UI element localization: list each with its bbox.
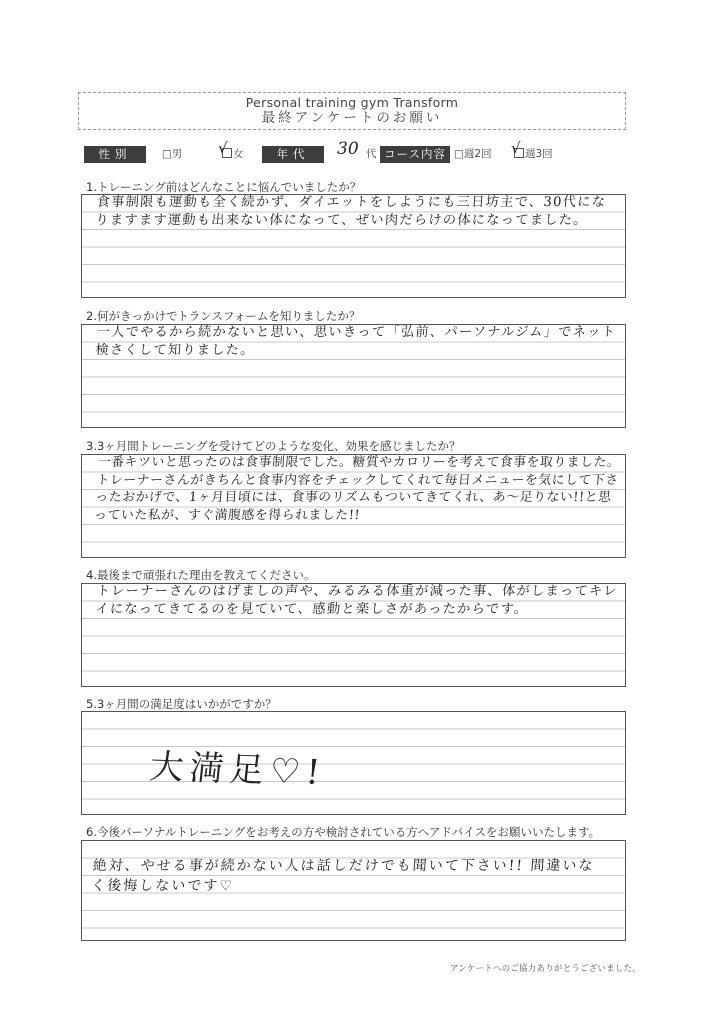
question-1: 1.トレーニング前はどんなことに悩んでいましたか？ xyxy=(86,180,362,194)
answer-box-6 xyxy=(81,840,626,941)
question-6: 6.今後パーソナルトレーニングをお考えの方や検討されている方へアドバイスをお願いいたします。 xyxy=(86,825,601,839)
question-4: 4.最後まで頑張れた理由を教えてください。 xyxy=(86,568,316,582)
survey-title: 最終アンケートのお願い xyxy=(261,110,443,126)
course-twice-option: □週2回 xyxy=(454,148,492,160)
question-5: 5.3ヶ月間の満足度はいかがですか？ xyxy=(86,697,277,711)
gym-title: Personal training gym Transform xyxy=(245,95,459,110)
answer-2: 一人でやるから続かないと思い、思いきって「弘前、パーソナルジム」でネット検さくして知りました。 xyxy=(94,325,617,358)
female-label: 女 xyxy=(233,148,244,160)
answer-box-4 xyxy=(81,583,626,687)
answer-box-5 xyxy=(81,711,626,815)
answer-box-1 xyxy=(81,194,626,298)
footer-thanks: アンケートへのご協力ありがとうございました。 xyxy=(450,964,641,974)
answer-5: 大満足♡! xyxy=(147,746,328,794)
course-label: コース内容 xyxy=(380,146,450,163)
age-unit: 代 xyxy=(366,148,377,160)
gender-label: 性別 xyxy=(84,146,146,163)
answer-1: 食事制限も運動も全く続かず、ダイエットをしようにも三日坊主で、30代になりますます運動も出来ない体になって、ぜい肉だらけの体になってました。 xyxy=(94,195,607,228)
answer-box-2 xyxy=(81,324,626,428)
male-option: □男 xyxy=(162,148,183,160)
age-value: 30 xyxy=(337,139,359,159)
course-thrice-check-mark: √ xyxy=(511,139,521,157)
female-check-mark: √ xyxy=(218,139,228,157)
question-3: 3.3ヶ月間トレーニングを受けてどのような変化、効果を感じましたか？ xyxy=(86,439,461,453)
question-2: 2.何がきっかけでトランスフォームを知りましたか？ xyxy=(86,309,361,323)
answer-6: 絶対、やせる事が続かない人は話しだけでも聞いて下さい!! 間違いなく後悔しないです♡ xyxy=(90,858,595,894)
answer-box-3 xyxy=(81,454,626,558)
course-thrice-label: 週3回 xyxy=(525,148,553,160)
age-label: 年代 xyxy=(262,146,324,163)
answer-4: トレーナーさんのはげましの声や、みるみる体重が減った事、体がしまってキレイになってきてるのを見ていて、感動と楽しさがあったからです。 xyxy=(94,584,619,617)
answer-3: 一番キツいと思ったのは食事制限でした。糖質やカロリーを考えて食事を取りました。トレーナーさんがきちんと食事内容をチェックしてくれて毎日メニューを気にして下さったおかげで、1ヶ月目頃には、食事のリズムもついてきてくれ、あ～足りない!!と思っていた私が、すぐ満腹感を得られました!! xyxy=(93,455,621,523)
header-box xyxy=(78,92,626,130)
